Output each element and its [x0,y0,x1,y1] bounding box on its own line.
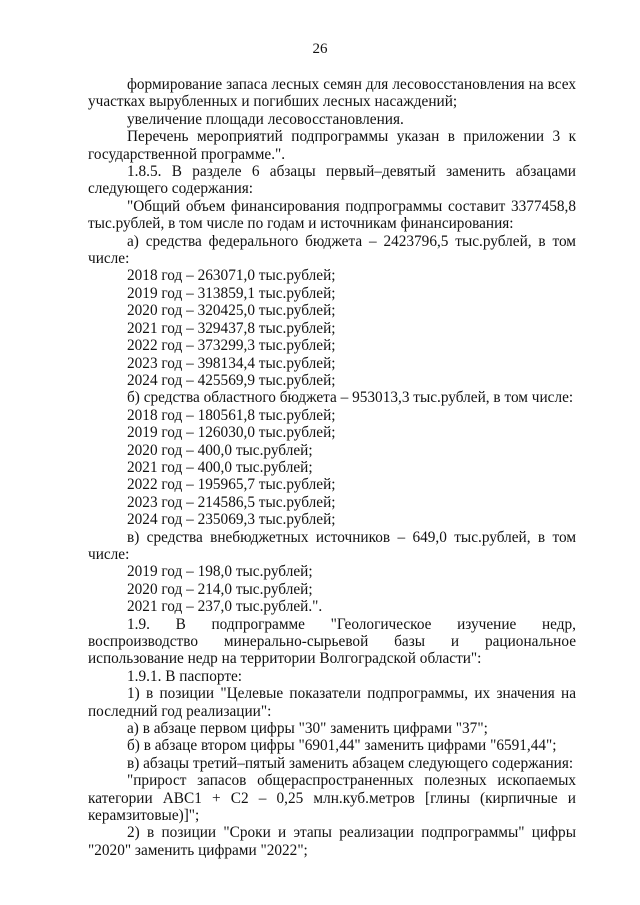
federal-2019: 2019 год – 313859,1 тыс.рублей; [127,284,336,302]
paragraph-extrabudgetary: в) средства внебюджетных источников – 649,0 тыс.рублей, в том числе: [88,528,576,563]
document-body [88,76,576,859]
paragraph-1-9: 1.9. В подпрограмме "Геологическое изучение недр, воспроизводство минерально-сырьевой базы и рациональное использование недр на территории Волгоградской области": [88,615,576,668]
paragraph-federal-budget: а) средства федерального бюджета – 2423796,5 тыс.рублей, в том числе: [88,232,576,268]
extrabudgetary-2021: 2021 год – 237,0 тыс.рублей.". [127,598,323,616]
paragraph-reforestation-area: увеличение площади лесовосстановления. [127,110,404,128]
regional-2023: 2023 год – 214586,5 тыс.рублей; [127,493,336,511]
paragraph-reserves-growth: "прирост запасов общераспространенных полезных ископаемых категории АВС1 + С2 – 0,25 млн.куб.метров [глины (кирпичные и керамзитовые)]"; [88,772,576,825]
paragraph-measures-list: Перечень мероприятий подпрограммы указан в приложении 3 к государственной программе.". [88,128,576,163]
regional-2024: 2024 год – 235069,3 тыс.рублей; [127,511,336,529]
paragraph-regional-budget: б) средства областного бюджета – 953013,3 тыс.рублей, в том числе: [127,389,574,407]
extrabudgetary-2020: 2020 год – 214,0 тыс.рублей; [127,580,313,598]
paragraph-1-8-5: 1.8.5. В разделе 6 абзацы первый–девятый заменить абзацами следующего содержания: [88,163,576,198]
regional-2020: 2020 год – 400,0 тыс.рублей; [127,441,313,459]
paragraph-item-a: а) в абзаце первом цифры "30" заменить цифрами "37"; [127,720,488,738]
federal-2018: 2018 год – 263071,0 тыс.рублей; [127,267,336,285]
extrabudgetary-2019: 2019 год – 198,0 тыс.рублей; [127,563,313,581]
paragraph-terms-stages: 2) в позиции "Сроки и этапы реализации подпрограммы" цифры "2020" заменить цифрами "2022"; [88,824,576,859]
federal-2022: 2022 год – 373299,3 тыс.рублей; [127,337,336,355]
federal-2023: 2023 год – 398134,4 тыс.рублей; [127,354,336,372]
page-number: 26 [312,41,328,57]
paragraph-1-9-1: 1.9.1. В паспорте: [127,667,243,685]
paragraph-target-indicators: 1) в позиции "Целевые показатели подпрограммы, их значения на последний год реализации": [88,685,576,720]
paragraph-total-funding: "Общий объем финансирования подпрограммы составит 3377458,8 тыс.рублей, в том числе по годам и источникам финансирования: [88,197,576,233]
paragraph-item-c: в) абзацы третий–пятый заменить абзацем следующего содержания: [127,754,574,772]
regional-2021: 2021 год – 400,0 тыс.рублей; [127,458,313,476]
paragraph-item-b: б) в абзаце втором цифры "6901,44" заменить цифрами "6591,44"; [127,737,557,755]
regional-2019: 2019 год – 126030,0 тыс.рублей; [127,424,336,442]
regional-2022: 2022 год – 195965,7 тыс.рублей; [127,476,336,494]
federal-2021: 2021 год – 329437,8 тыс.рублей; [127,319,336,337]
regional-2018: 2018 год – 180561,8 тыс.рублей; [127,406,336,424]
paragraph-seeds: формирование запаса лесных семян для лесовосстановления на всех участках вырубленных и погибших лесных насаждений; [88,76,576,111]
federal-2020: 2020 год – 320425,0 тыс.рублей; [127,302,336,320]
federal-2024: 2024 год – 425569,9 тыс.рублей; [127,371,336,389]
